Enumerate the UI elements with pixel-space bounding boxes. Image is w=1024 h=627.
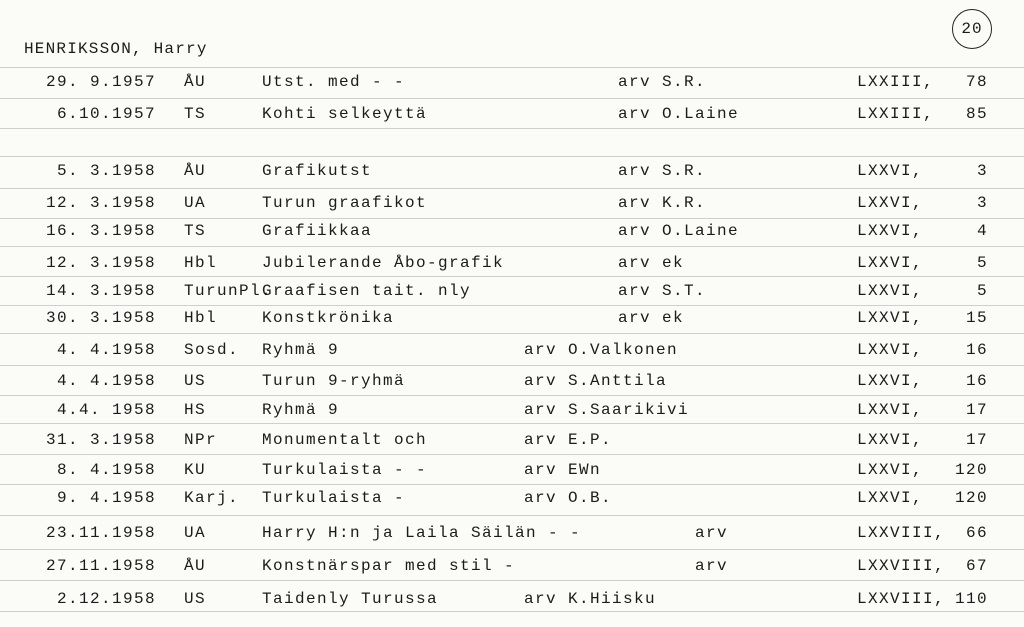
entry-date: 23.11.1958: [45, 524, 156, 542]
entry-date: 4. 4.1958: [56, 372, 156, 390]
entry-reviewer: arv S.Anttila: [524, 372, 668, 390]
entry-publication: TS: [184, 105, 207, 123]
entry-volume: LXXVI,: [857, 372, 924, 390]
entry-date: 2.12.1958: [56, 590, 156, 608]
ruled-line: [0, 156, 1024, 157]
entry-publication: HS: [184, 401, 207, 419]
entry-publication: KU: [184, 461, 207, 479]
entry-row: [0, 524, 1024, 550]
entry-page: 85: [965, 105, 988, 123]
entry-page: 120: [954, 461, 988, 479]
entry-page: 3: [976, 194, 988, 212]
entry-reviewer: arv O.Valkonen: [524, 341, 679, 359]
entry-row: [0, 282, 1024, 308]
entry-page: 5: [976, 254, 988, 272]
entry-row: [0, 590, 1024, 616]
entry-date: 4.4. 1958: [56, 401, 156, 419]
entry-publication: TurunPl.: [184, 282, 273, 300]
entry-publication: Hbl: [184, 254, 218, 272]
entry-row: [0, 431, 1024, 457]
entry-publication: TS: [184, 222, 207, 240]
page-number: 20: [961, 20, 983, 38]
entry-title: Jubilerande Åbo-grafik: [262, 254, 505, 272]
entry-volume: LXXVI,: [857, 431, 924, 449]
entry-date: 4. 4.1958: [56, 341, 156, 359]
entry-title: Grafiikkaa: [262, 222, 373, 240]
entry-reviewer: arv K.R.: [618, 194, 707, 212]
entry-reviewer: arv O.Laine: [618, 105, 740, 123]
entry-row: [0, 254, 1024, 280]
entry-reviewer: arv S.T.: [618, 282, 707, 300]
entry-reviewer: arv S.R.: [618, 162, 707, 180]
entry-page: 17: [965, 431, 988, 449]
entry-volume: LXXIII,: [857, 73, 935, 91]
entry-reviewer: arv: [695, 524, 729, 542]
entry-date: 31. 3.1958: [45, 431, 156, 449]
entry-volume: LXXVI,: [857, 282, 924, 300]
entry-date: 16. 3.1958: [45, 222, 156, 240]
entry-page: 78: [965, 73, 988, 91]
entry-title: Taidenly Turussa: [262, 590, 439, 608]
entry-publication: UA: [184, 524, 207, 542]
entry-title: Grafikutst: [262, 162, 373, 180]
entry-title: Konstkrönika: [262, 309, 395, 327]
entry-title: Turun 9-ryhmä: [262, 372, 406, 390]
entry-row: [0, 461, 1024, 487]
ruled-line: [0, 515, 1024, 516]
entry-publication: Karj.: [184, 489, 240, 507]
entry-title: Harry H:n ja Laila Säilän - -: [262, 524, 582, 542]
entry-page: 67: [965, 557, 988, 575]
entry-date: 8. 4.1958: [56, 461, 156, 479]
entry-row: [0, 309, 1024, 335]
entry-page: 120: [954, 489, 988, 507]
entry-row: [0, 341, 1024, 367]
entry-reviewer: arv O.Laine: [618, 222, 740, 240]
entry-page: 66: [965, 524, 988, 542]
entry-title: Ryhmä 9: [262, 341, 340, 359]
entry-page: 16: [965, 372, 988, 390]
entry-title: Kohti selkeyttä: [262, 105, 428, 123]
entry-publication: UA: [184, 194, 207, 212]
entry-volume: LXXVIII,: [857, 557, 946, 575]
entry-page: 16: [965, 341, 988, 359]
entry-page: 17: [965, 401, 988, 419]
entry-volume: LXXVI,: [857, 254, 924, 272]
entry-volume: LXXVI,: [857, 401, 924, 419]
entry-reviewer: arv S.R.: [618, 73, 707, 91]
ruled-line: [0, 67, 1024, 68]
entry-volume: LXXVI,: [857, 194, 924, 212]
entry-publication: ÅU: [184, 557, 207, 575]
entry-title: Ryhmä 9: [262, 401, 340, 419]
entry-row: [0, 73, 1024, 99]
entry-volume: LXXIII,: [857, 105, 935, 123]
entry-date: 27.11.1958: [45, 557, 156, 575]
ruled-line: [0, 188, 1024, 189]
entry-reviewer: arv ek: [618, 309, 685, 327]
entry-volume: LXXVI,: [857, 341, 924, 359]
entry-publication: ÅU: [184, 73, 207, 91]
entry-date: 5. 3.1958: [56, 162, 156, 180]
entry-title: Graafisen tait. nly: [262, 282, 472, 300]
entry-publication: Hbl: [184, 309, 218, 327]
entry-title: Turun graafikot: [262, 194, 428, 212]
entry-publication: NPr: [184, 431, 218, 449]
entry-date: 12. 3.1958: [45, 194, 156, 212]
entry-row: [0, 401, 1024, 427]
entry-volume: LXXVI,: [857, 489, 924, 507]
entry-reviewer: arv S.Saarikivi: [524, 401, 690, 419]
entry-title: Utst. med - -: [262, 73, 406, 91]
entry-volume: LXXVI,: [857, 162, 924, 180]
entry-title: Turkulaista -: [262, 489, 406, 507]
entry-date: 30. 3.1958: [45, 309, 156, 327]
entry-row: [0, 372, 1024, 398]
entry-reviewer: arv ek: [618, 254, 685, 272]
entry-row: [0, 557, 1024, 583]
entry-date: 6.10.1957: [56, 105, 156, 123]
person-name: HENRIKSSON, Harry: [24, 40, 208, 58]
entry-row: [0, 489, 1024, 515]
entry-reviewer: arv: [695, 557, 729, 575]
entry-reviewer: arv K.Hiisku: [524, 590, 657, 608]
page-number-circle: [952, 9, 992, 49]
entry-date: 29. 9.1957: [45, 73, 156, 91]
entry-volume: LXXVI,: [857, 222, 924, 240]
entry-row: [0, 105, 1024, 131]
entry-page: 110: [954, 590, 988, 608]
entry-reviewer: arv O.B.: [524, 489, 613, 507]
entry-row: [0, 194, 1024, 220]
entry-page: 4: [976, 222, 988, 240]
entry-row: [0, 162, 1024, 188]
entry-row: [0, 222, 1024, 248]
entry-reviewer: arv E.P.: [524, 431, 613, 449]
entry-publication: Sosd.: [184, 341, 240, 359]
entry-publication: ÅU: [184, 162, 207, 180]
entry-page: 15: [965, 309, 988, 327]
entry-page: 5: [976, 282, 988, 300]
entry-volume: LXXVI,: [857, 309, 924, 327]
entry-volume: LXXVIII,: [857, 524, 946, 542]
entry-date: 12. 3.1958: [45, 254, 156, 272]
entry-volume: LXXVI,: [857, 461, 924, 479]
entry-title: Turkulaista - -: [262, 461, 428, 479]
entry-page: 3: [976, 162, 988, 180]
entry-title: Konstnärspar med stil -: [262, 557, 516, 575]
entry-date: 9. 4.1958: [56, 489, 156, 507]
entry-volume: LXXVIII,: [857, 590, 946, 608]
entry-title: Monumentalt och: [262, 431, 428, 449]
entry-reviewer: arv EWn: [524, 461, 602, 479]
entry-publication: US: [184, 590, 207, 608]
entry-publication: US: [184, 372, 207, 390]
entry-date: 14. 3.1958: [45, 282, 156, 300]
